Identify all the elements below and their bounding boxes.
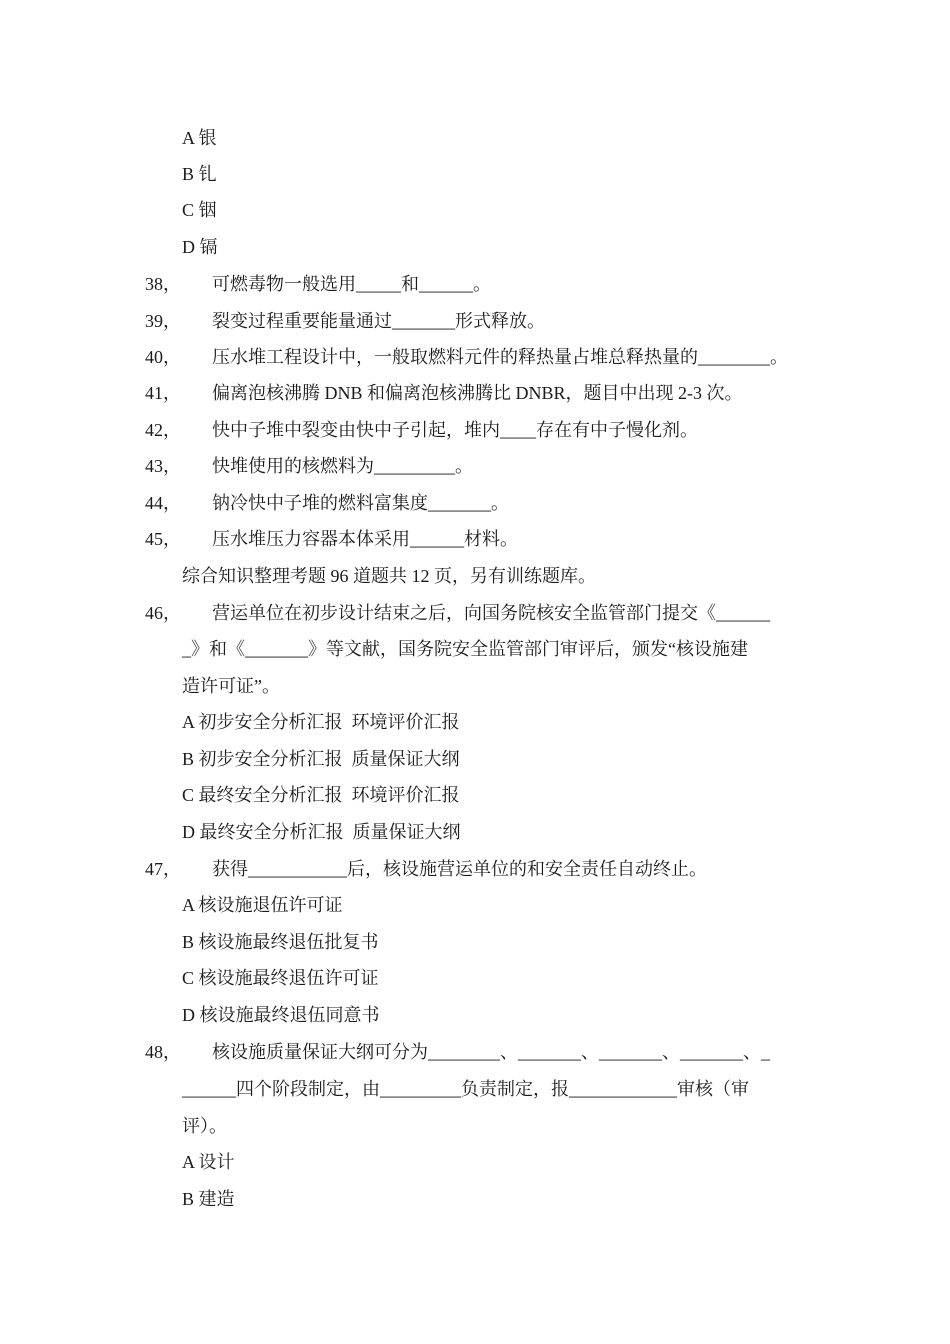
q46-text-line1: 营运单位在初步设计结束之后，向国务院核安全监管部门提交《______ [212,603,770,623]
q46-option-c: C 最终安全分析汇报 环境评价汇报 [182,785,460,805]
q46-text-line2: _》和《_______》等文献，国务院安全监管部门审评后，颁发“核设施建 [182,639,748,659]
q40-text: 压水堆工程设计中，一般取燃料元件的释热量占堆总释热量的________。 [212,347,788,367]
q47-number: 47， [145,859,181,879]
q46-option-b: B 初步安全分析汇报 质量保证大纲 [182,749,460,769]
q37-option-c: C 铟 [182,200,217,220]
q44-text: 钠冷快中子堆的燃料富集度_______。 [212,493,509,513]
q44-number: 44， [145,493,181,513]
q48-option-a: A 设计 [182,1152,235,1172]
q38-text: 可燃毒物一般选用_____和______。 [212,274,491,294]
q43-number: 43， [145,456,181,476]
q41-number: 41， [145,383,181,403]
q45-text: 压水堆压力容器本体采用______材料。 [212,529,518,549]
q39-number: 39， [145,311,181,331]
q48-text-line3: 评）。 [182,1116,227,1136]
q47-text: 获得___________后，核设施营运单位的和安全责任自动终止。 [212,859,707,879]
q37-option-b: B 钆 [182,164,217,184]
q37-option-a: A 银 [182,128,217,148]
q48-option-b: B 建造 [182,1189,235,1209]
q40-number: 40， [145,347,181,367]
q39-text: 裂变过程重要能量通过_______形式释放。 [212,311,545,331]
summary-note: 综合知识整理考题 96 道题共 12 页，另有训练题库。 [182,566,596,586]
q43-text: 快堆使用的核燃料为_________。 [212,456,473,476]
q47-option-b: B 核设施最终退伍批复书 [182,932,379,952]
q48-text-line2: ______四个阶段制定，由_________负责制定，报____________审核（审 [182,1079,749,1099]
q46-option-d: D 最终安全分析汇报 质量保证大纲 [182,822,461,842]
q46-text-line3: 造许可证”。 [182,676,280,696]
q46-number: 46， [145,603,181,623]
q41-text: 偏离泡核沸腾 DNB 和偏离泡核沸腾比 DNBR，题目中出现 2-3 次。 [212,383,743,403]
q48-number: 48， [145,1042,181,1062]
q37-option-d: D 镉 [182,237,218,257]
q47-option-a: A 核设施退伍许可证 [182,895,343,915]
q42-text: 快中子堆中裂变由快中子引起，堆内____存在有中子慢化剂。 [212,420,698,440]
q46-option-a: A 初步安全分析汇报 环境评价汇报 [182,712,460,732]
q45-number: 45， [145,529,181,549]
q47-option-c: C 核设施最终退伍许可证 [182,968,379,988]
q38-number: 38， [145,274,181,294]
q48-text-line1: 核设施质量保证大纲可分为________、_______、_______、_______、_ [212,1042,770,1062]
q47-option-d: D 核设施最终退伍同意书 [182,1005,380,1025]
q42-number: 42， [145,420,181,440]
